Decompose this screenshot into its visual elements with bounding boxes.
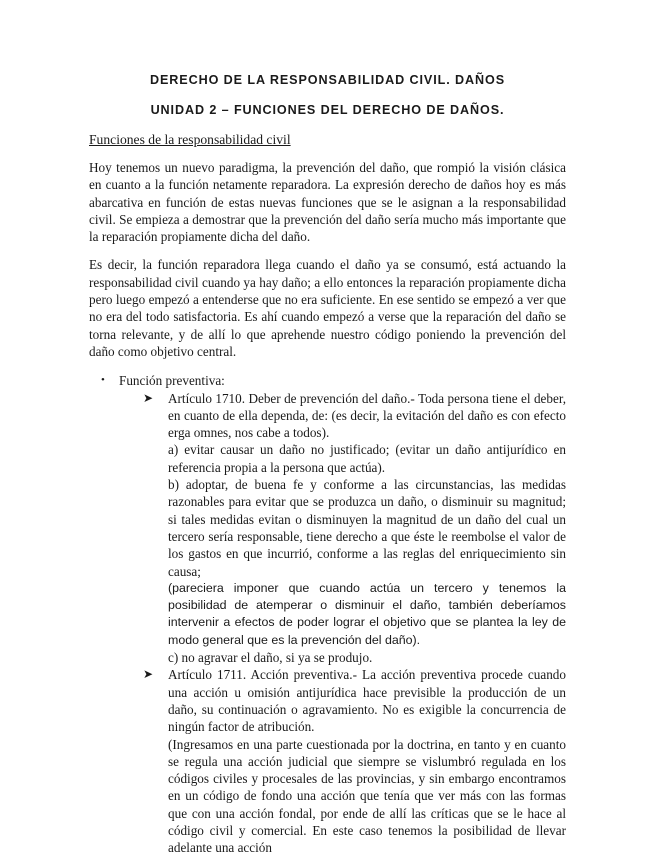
article-1710	[139, 390, 566, 667]
document-page	[89, 72, 566, 857]
article-1710-item-b-comment: (pareciera imponer que cuando actúa un tercero y tenemos la posibilidad de atemperar o disminuir el daño, también deberíamos intervenir a efectos de poder lograr el objetivo que se plantea la ley de modo general que es la prevención del daño).	[168, 580, 566, 647]
article-1710-item-b: b) adoptar, de buena fe y conforme a las circunstancias, las medidas razonables para evitar que se produzca un daño, o disminuir su magnitud; si tales medidas evitan o disminuyen la magnitud de un daño del cual un tercero sería responsable, tiene derecho a que éste le reembolse el valor de los gastos en que incurrió, conforme a las reglas del enriquecimiento sin causa;	[168, 477, 566, 579]
bullet-item-preventive-function	[89, 372, 566, 389]
article-1710-item-a: a) evitar causar un daño no justificado; (evitar un daño antijurídico en referencia propia a la persona que actúa).	[168, 442, 566, 475]
article-1710-intro: Artículo 1710. Deber de prevención del daño.- Toda persona tiene el deber, en cuanto de ella dependa, de: (es decir, la evitación del daño es con efecto erga omnes, nos cabe a todos).	[168, 390, 566, 441]
article-1711	[139, 666, 566, 856]
unit-title: UNIDAD 2 – FUNCIONES DEL DERECHO DE DAÑOS.	[150, 103, 505, 117]
document-title: DERECHO DE LA RESPONSABILIDAD CIVIL. DAÑOS	[150, 73, 505, 87]
article-1711-intro: Artículo 1711. Acción preventiva.- La acción preventiva procede cuando una acción u omisión antijurídica hace previsible la producción de un daño, su continuación o agravamiento. No es exigible la concurrencia de ningún factor de atribución.	[168, 667, 566, 735]
article-1711-comment: (Ingresamos en una parte cuestionada por la doctrina, en tanto y en cuanto se regula una acción judicial que siempre se vislumbró regulada en los códigos civiles y procesales de las provincias, y sin embargo encontramos en un código de fondo una acción que tenía que ver más con las formas que con una acción fondal, por ende de allí las críticas que se le hace al código civil y comercial. En este caso tenemos la posibilidad de llevar adelante una acción	[168, 736, 566, 856]
article-list	[89, 390, 566, 857]
paragraph-1: Hoy tenemos un nuevo paradigma, la prevención del daño, que rompió la visión clásica en cuanto a la función netamente reparadora. La expresión derecho de daños hoy es más abarcativa en función de estas nuevas funciones que se le asignan a la responsabilidad civil. Se empieza a demostrar que la prevención del daño sería mucho más importante que la reparación propiamente dicha del daño.	[89, 160, 566, 245]
paragraph-2: Es decir, la función reparadora llega cuando el daño ya se consumó, está actuando la responsabilidad civil cuando ya hay daño; a ello entonces la reparación propiamente dicha pero luego empezó a entenderse que no era suficiente. En ese sentido se empezó a ver que no era del todo satisfactoria. Es ahí cuando empezó a verse que la reparación del daño se torna relevante, y de allí lo que aprehende nuestro código poniendo la prevención del daño como objetivo central.	[89, 257, 566, 359]
arrow-bullet-icon: ➤	[143, 667, 154, 682]
bullet-list	[89, 372, 566, 389]
bullet-icon: •	[101, 374, 105, 387]
article-1710-item-c: c) no agravar el daño, si ya se produjo.	[168, 650, 373, 666]
bullet-label: Función preventiva:	[119, 373, 225, 389]
arrow-bullet-icon: ➤	[143, 390, 154, 405]
section-subheading: Funciones de la responsabilidad civil	[89, 132, 291, 147]
